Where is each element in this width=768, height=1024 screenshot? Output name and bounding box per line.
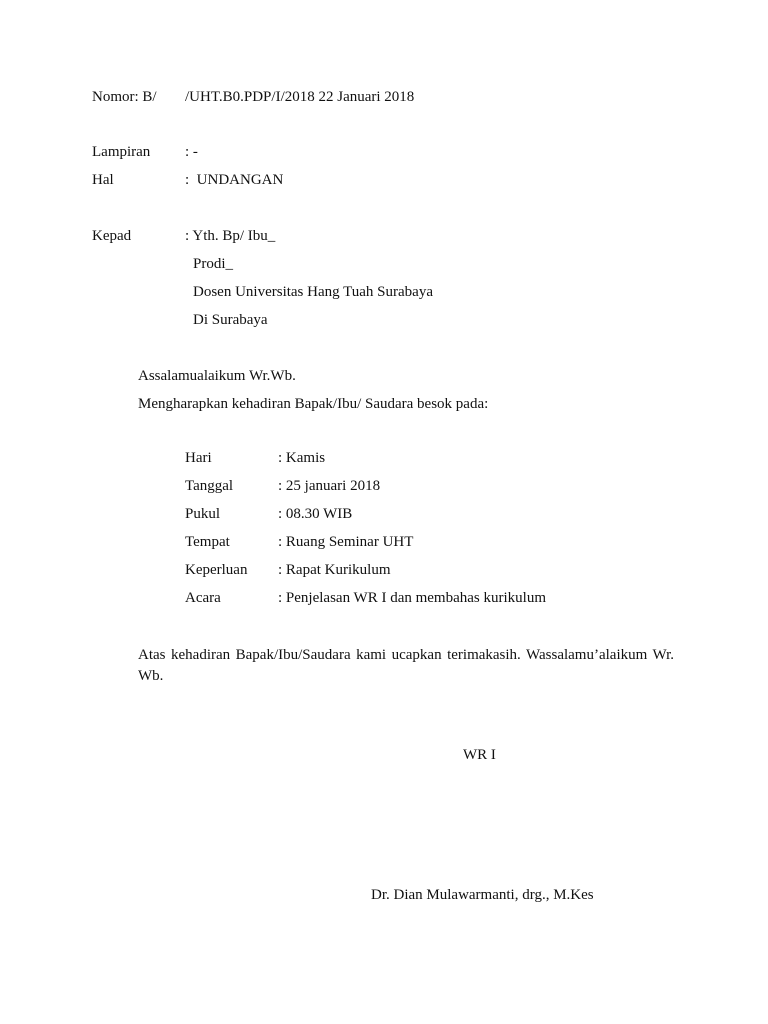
detail-label-tempat: Tempat bbox=[185, 534, 230, 550]
recipient-line-1: : Yth. Bp/ Ibu_ bbox=[185, 228, 276, 244]
detail-value-acara: : Penjelasan WR I dan membahas kurikulum bbox=[278, 590, 547, 606]
detail-value-keperluan: : Rapat Kurikulum bbox=[278, 562, 391, 578]
recipient-line-2: Prodi_ bbox=[193, 256, 234, 272]
detail-value-pukul: : 08.30 WIB bbox=[278, 506, 353, 522]
recipient-label: Kepad bbox=[92, 228, 132, 244]
detail-value-tanggal: : 25 januari 2018 bbox=[278, 478, 381, 494]
intro-text: Mengharapkan kehadiran Bapak/Ibu/ Saudara besok pada: bbox=[138, 396, 489, 412]
nomor-value: /UHT.B0.PDP/I/2018 22 Januari 2018 bbox=[185, 89, 415, 105]
signature-title: WR I bbox=[463, 747, 496, 763]
nomor-label: Nomor: B/ bbox=[92, 89, 157, 105]
detail-label-pukul: Pukul bbox=[185, 506, 221, 522]
hal-label: Hal bbox=[92, 172, 114, 188]
detail-label-hari: Hari bbox=[185, 450, 212, 466]
hal-value: : UNDANGAN bbox=[185, 172, 284, 188]
detail-value-tempat: : Ruang Seminar UHT bbox=[278, 534, 414, 550]
recipient-line-4: Di Surabaya bbox=[193, 312, 268, 328]
lampiran-value: : - bbox=[185, 144, 198, 160]
detail-label-acara: Acara bbox=[185, 590, 221, 606]
detail-label-tanggal: Tanggal bbox=[185, 478, 234, 494]
greeting: Assalamualaikum Wr.Wb. bbox=[138, 368, 296, 384]
lampiran-label: Lampiran bbox=[92, 144, 151, 160]
recipient-line-3: Dosen Universitas Hang Tuah Surabaya bbox=[193, 284, 433, 300]
closing-paragraph: Atas kehadiran Bapak/Ibu/Saudara kami ucapkan terimakasih. Wassalamu’alaikum Wr. Wb. bbox=[138, 647, 674, 684]
signature-name: Dr. Dian Mulawarmanti, drg., M.Kes bbox=[371, 887, 594, 903]
detail-label-keperluan: Keperluan bbox=[185, 562, 248, 578]
detail-value-hari: : Kamis bbox=[278, 450, 326, 466]
